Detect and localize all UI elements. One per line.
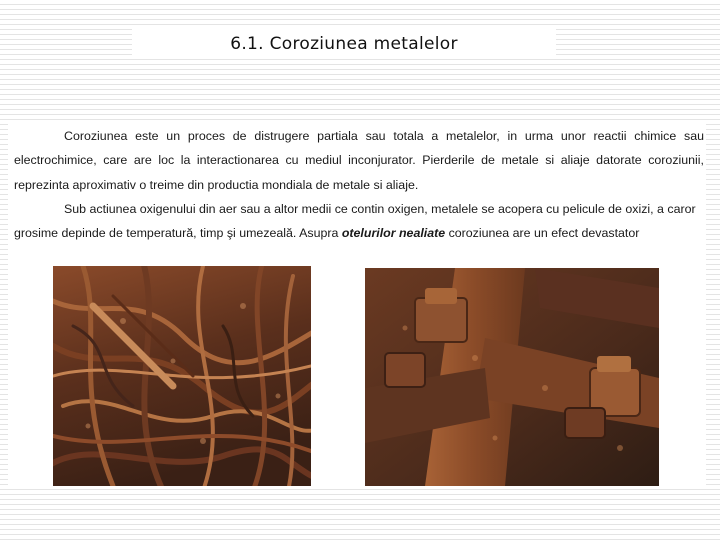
paragraph-oxidation-end: coroziunea are un efect devastator [445,226,640,241]
body-text [14,124,704,245]
slide-title: 6.1. Coroziunea metalelor [230,33,458,54]
rusted-rebar-photo [53,266,311,486]
emphasis-unalloyed-steels: otelurilor nealiate [341,226,446,241]
paragraph-oxidation [14,197,704,246]
paragraph-corrosion-definition: Coroziunea este un proces de distrugere partiala sau totala a metalelor, in urma unor reactii chimice sau electrochimice, care are loc la interactionarea cu mediul inconjurator. Pierderile de metale si aliaje datorate coroziunii, reprezinta aproximativ o treime din productia mondiala de metale si aliaje. [14,129,704,192]
content-box [8,120,706,486]
title-box [132,28,556,59]
paragraph-oxidation-start: Sub actiunea oxigenului din aer sau a altor medii ce contin oxigen, metalele se acopera cu pelicule de oxizi, a caror grosime depinde de temperatură, timp şi umezeală. Asupra [14,201,696,241]
rusted-bolts-photo [365,268,659,486]
